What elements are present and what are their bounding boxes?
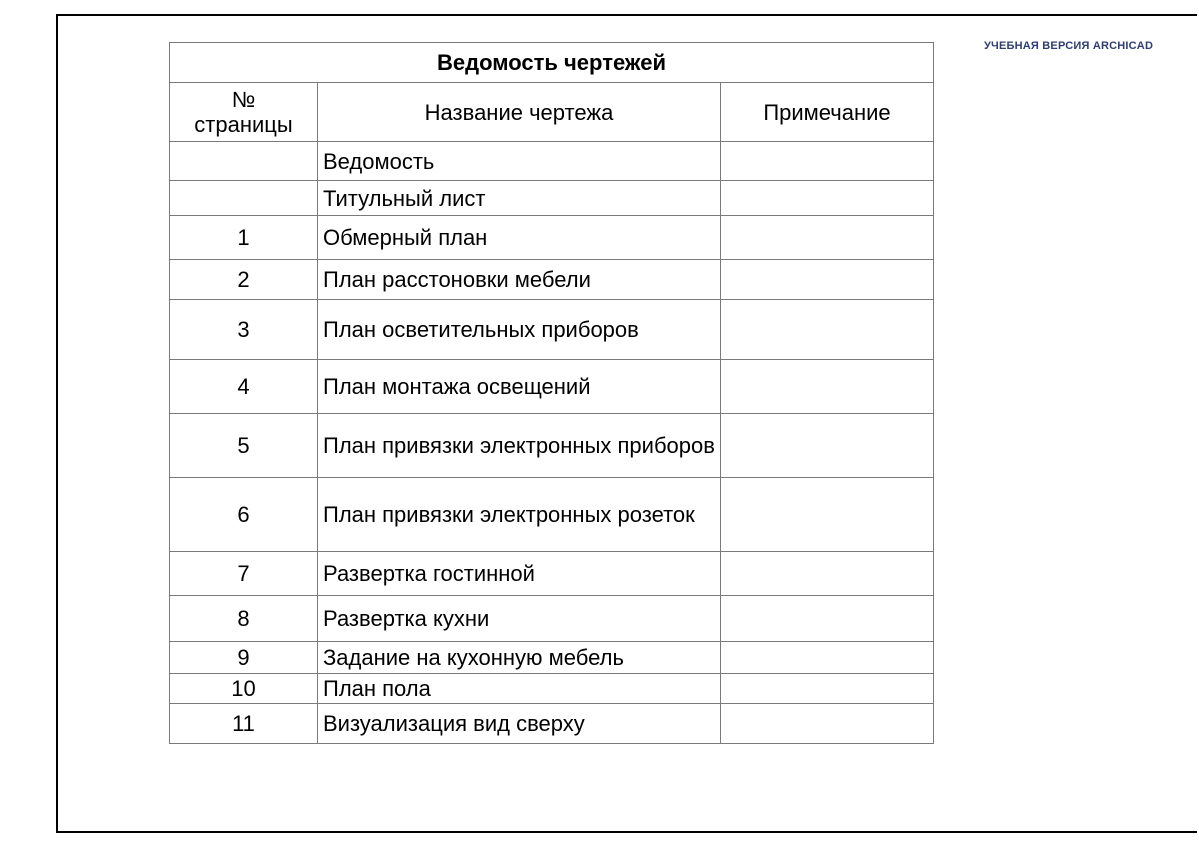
row-note bbox=[721, 552, 934, 596]
table-row bbox=[170, 478, 934, 552]
table-row bbox=[170, 216, 934, 260]
row-number: 2 bbox=[170, 260, 318, 300]
row-number: 10 bbox=[170, 674, 318, 704]
header-row bbox=[170, 83, 934, 142]
table-row bbox=[170, 142, 934, 181]
row-drawing-name: Развертка гостинной bbox=[318, 552, 721, 596]
row-drawing-name: Задание на кухонную мебель bbox=[318, 642, 721, 674]
row-number: 7 bbox=[170, 552, 318, 596]
row-note bbox=[721, 674, 934, 704]
row-drawing-name: Визуализация вид сверху bbox=[318, 704, 721, 744]
table-row bbox=[170, 704, 934, 744]
row-note bbox=[721, 414, 934, 478]
table-row bbox=[170, 360, 934, 414]
row-note bbox=[721, 596, 934, 642]
table-row bbox=[170, 260, 934, 300]
row-number: 9 bbox=[170, 642, 318, 674]
table-row bbox=[170, 596, 934, 642]
drawings-register-table bbox=[169, 42, 934, 744]
row-note bbox=[721, 642, 934, 674]
row-number: 4 bbox=[170, 360, 318, 414]
watermark: УЧЕБНАЯ ВЕРСИЯ ARCHICAD bbox=[984, 40, 1154, 52]
table-row bbox=[170, 300, 934, 360]
row-note bbox=[721, 142, 934, 181]
header-note: Примечание bbox=[721, 83, 934, 142]
row-drawing-name: Развертка кухни bbox=[318, 596, 721, 642]
table-title: Ведомость чертежей bbox=[170, 43, 934, 83]
row-drawing-name: План пола bbox=[318, 674, 721, 704]
row-drawing-name: План привязки электронных приборов bbox=[318, 414, 721, 478]
row-drawing-name: Ведомость bbox=[318, 142, 721, 181]
row-note bbox=[721, 216, 934, 260]
row-drawing-name: План привязки электронных розеток bbox=[318, 478, 721, 552]
row-note bbox=[721, 300, 934, 360]
table-row bbox=[170, 414, 934, 478]
row-number: 8 bbox=[170, 596, 318, 642]
row-note bbox=[721, 360, 934, 414]
row-drawing-name: План расстоновки мебели bbox=[318, 260, 721, 300]
table-row bbox=[170, 674, 934, 704]
row-note bbox=[721, 181, 934, 216]
row-number: 6 bbox=[170, 478, 318, 552]
row-note bbox=[721, 478, 934, 552]
table-title-row bbox=[170, 43, 934, 83]
row-note bbox=[721, 260, 934, 300]
table-row bbox=[170, 552, 934, 596]
row-number: 3 bbox=[170, 300, 318, 360]
row-drawing-name: Обмерный план bbox=[318, 216, 721, 260]
row-number bbox=[170, 181, 318, 216]
row-number bbox=[170, 142, 318, 181]
header-drawing-name: Название чертежа bbox=[318, 83, 721, 142]
row-drawing-name: План монтажа освещений bbox=[318, 360, 721, 414]
row-number: 1 bbox=[170, 216, 318, 260]
row-drawing-name: Титульный лист bbox=[318, 181, 721, 216]
row-number: 11 bbox=[170, 704, 318, 744]
table-row bbox=[170, 642, 934, 674]
table-row bbox=[170, 181, 934, 216]
row-note bbox=[721, 704, 934, 744]
row-number: 5 bbox=[170, 414, 318, 478]
row-drawing-name: План осветительных приборов bbox=[318, 300, 721, 360]
header-page-number: № страницы bbox=[170, 83, 318, 142]
